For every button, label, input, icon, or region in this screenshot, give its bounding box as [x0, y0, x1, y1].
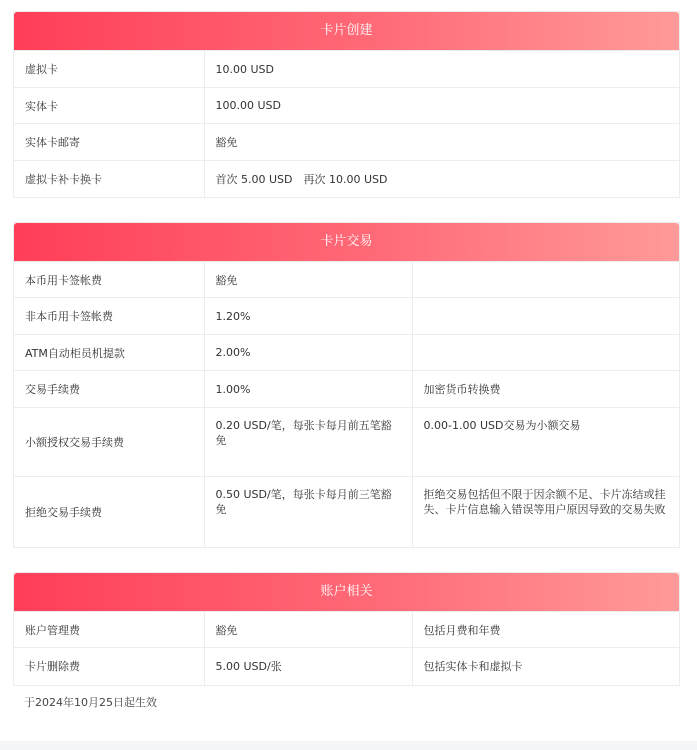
fee-value: 1.00% [204, 371, 412, 408]
fee-label: 虚拟卡补卡换卡 [14, 161, 204, 197]
fee-label: 虚拟卡 [14, 51, 204, 88]
card-creation-section [13, 11, 680, 198]
fee-note: 0.00-1.00 USD交易为小额交易 [412, 408, 679, 477]
fee-value: 10.00 USD [204, 51, 679, 88]
account-table [14, 611, 679, 685]
effective-date-note: 于2024年10月25日起生效 [24, 696, 157, 709]
fee-note: 包括月费和年费 [412, 612, 679, 648]
table-row [14, 124, 679, 161]
fee-value: 豁免 [204, 124, 679, 161]
table-row [14, 408, 679, 477]
fee-note [412, 335, 679, 371]
fee-label: 本币用卡签帐费 [14, 262, 204, 298]
fee-value: 1.20% [204, 298, 412, 335]
fee-value: 0.20 USD/笔，每张卡每月前五笔豁免 [204, 408, 412, 477]
fee-label: ATM自动柜员机提款 [14, 335, 204, 371]
table-row [14, 88, 679, 124]
fee-value: 0.50 USD/笔，每张卡每月前三笔豁免 [204, 477, 412, 547]
fee-value: 首次 5.00 USD 再次 10.00 USD [204, 161, 679, 197]
account-section [13, 572, 680, 686]
table-row [14, 298, 679, 335]
fee-label: 卡片删除费 [14, 648, 204, 685]
table-row [14, 262, 679, 298]
fee-note: 拒绝交易包括但不限于因余额不足、卡片冻结或挂失、卡片信息输入错误等用户原因导致的交易失败 [412, 477, 679, 547]
fee-value: 豁免 [204, 262, 412, 298]
table-row [14, 161, 679, 197]
account-header: 账户相关 [14, 573, 679, 611]
table-row [14, 51, 679, 88]
fee-note: 加密货币转换费 [412, 371, 679, 408]
card-creation-table [14, 50, 679, 197]
fee-label: 小额授权交易手续费 [14, 408, 204, 477]
fee-note [412, 298, 679, 335]
fee-value: 5.00 USD/张 [204, 648, 412, 685]
fee-note [412, 262, 679, 298]
table-row [14, 335, 679, 371]
fee-label: 非本币用卡签帐费 [14, 298, 204, 335]
table-row [14, 477, 679, 547]
table-row [14, 371, 679, 408]
fee-note: 包括实体卡和虚拟卡 [412, 648, 679, 685]
fee-label: 实体卡邮寄 [14, 124, 204, 161]
card-creation-header: 卡片创建 [14, 12, 679, 50]
fee-label: 账户管理费 [14, 612, 204, 648]
fee-value: 2.00% [204, 335, 412, 371]
fee-value: 豁免 [204, 612, 412, 648]
fee-label: 拒绝交易手续费 [14, 477, 204, 547]
card-transaction-table [14, 261, 679, 547]
fee-label: 交易手续费 [14, 371, 204, 408]
fee-value: 100.00 USD [204, 88, 679, 124]
card-transaction-section [13, 222, 680, 548]
table-row [14, 612, 679, 648]
table-row [14, 648, 679, 685]
fee-label: 实体卡 [14, 88, 204, 124]
card-transaction-header: 卡片交易 [14, 223, 679, 261]
